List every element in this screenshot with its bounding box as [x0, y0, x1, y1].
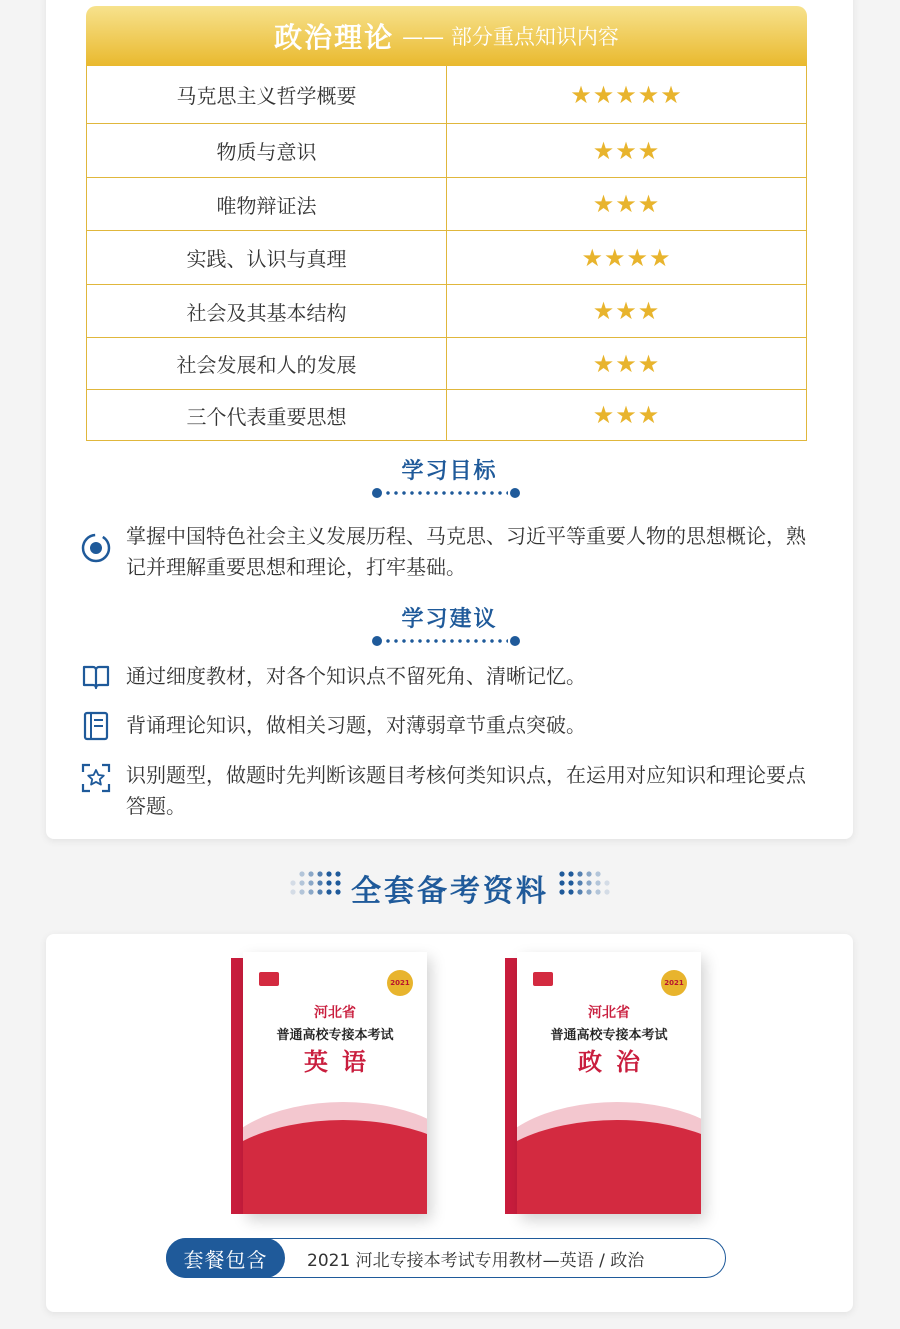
heading-dot-divider: [372, 488, 520, 498]
book-province: 河北省: [314, 1005, 356, 1021]
politics-card: [46, 0, 853, 839]
heading-dot-divider: [372, 636, 520, 646]
materials-banner: [0, 862, 900, 910]
table-row: [87, 66, 806, 123]
book-icon: [80, 661, 112, 693]
star-rating: ★★★: [592, 297, 661, 325]
book-province: 河北省: [588, 1005, 630, 1021]
table-header: [86, 6, 807, 66]
table-subtitle: —— 部分重点知识内容: [402, 25, 619, 49]
book-cover: [517, 952, 701, 1214]
star-rating: ★★★: [592, 349, 661, 378]
advice-item: 背诵理论知识，做相关习题，对薄弱章节重点突破。: [126, 713, 586, 737]
book-english[interactable]: [231, 952, 427, 1214]
topic-cell: 唯物辩证法: [87, 178, 447, 230]
year-seal: 2021: [387, 970, 413, 996]
book-series: 普通高校专接本考试: [276, 1028, 394, 1043]
topic-cell: 社会发展和人的发展: [87, 338, 447, 389]
materials-heading: 全套备考资料: [351, 874, 549, 909]
package-text: 2021 河北专接本考试专用教材—英语 / 政治: [307, 1250, 645, 1271]
table-row: [87, 337, 806, 389]
study-advice-heading: 学习建议: [401, 607, 498, 632]
book-politics[interactable]: [505, 952, 701, 1214]
topic-cell: 物质与意识: [87, 124, 447, 177]
table-row: [87, 389, 806, 440]
key-topics-table: [86, 6, 807, 441]
table-body: [86, 66, 807, 441]
notebook-icon: [80, 710, 112, 742]
book-subject: 英语: [304, 1048, 380, 1076]
target-icon: [80, 532, 112, 564]
table-row: [87, 284, 806, 337]
star-rating: ★★★★: [581, 243, 672, 272]
cover-wave: [517, 1120, 701, 1214]
publisher-logo: [259, 972, 279, 986]
star-frame-icon: [80, 762, 112, 794]
topic-cell: 马克思主义哲学概要: [87, 66, 447, 123]
book-spine: [505, 958, 517, 1214]
advice-item: 通过细度教材，对各个知识点不留死角、清晰记忆。: [126, 664, 586, 688]
star-rating: ★★★: [592, 190, 661, 218]
star-rating: ★★★: [592, 136, 661, 165]
table-row: [87, 230, 806, 284]
cover-wave: [243, 1120, 427, 1214]
table-title: 政治理论: [274, 21, 395, 54]
book-subject: 政治: [578, 1048, 654, 1076]
materials-card: [46, 934, 853, 1312]
package-contents: [166, 1238, 726, 1278]
topic-cell: 三个代表重要思想: [87, 390, 447, 440]
advice-item: 识别题型，做题时先判断该题目考核何类知识点，在运用对应知识和理论要点答题。: [126, 763, 806, 818]
topic-cell: 社会及其基本结构: [87, 285, 447, 337]
table-row: [87, 177, 806, 230]
book-series: 普通高校专接本考试: [550, 1028, 668, 1043]
dot-pattern-right: [558, 870, 618, 900]
table-row: [87, 123, 806, 177]
book-cover: [243, 952, 427, 1214]
topic-cell: 实践、认识与真理: [87, 231, 447, 284]
publisher-logo: [533, 972, 553, 986]
package-label: 套餐包含: [166, 1238, 285, 1278]
study-goal-heading: 学习目标: [401, 459, 498, 484]
star-rating: ★★★: [592, 401, 661, 429]
star-rating: ★★★★★: [570, 80, 683, 109]
year-seal: 2021: [661, 970, 687, 996]
study-goal-text: 掌握中国特色社会主义发展历程、马克思、习近平等重要人物的思想概论，熟记并理解重要思想和理论，打牢基础。: [126, 524, 806, 579]
book-spine: [231, 958, 243, 1214]
